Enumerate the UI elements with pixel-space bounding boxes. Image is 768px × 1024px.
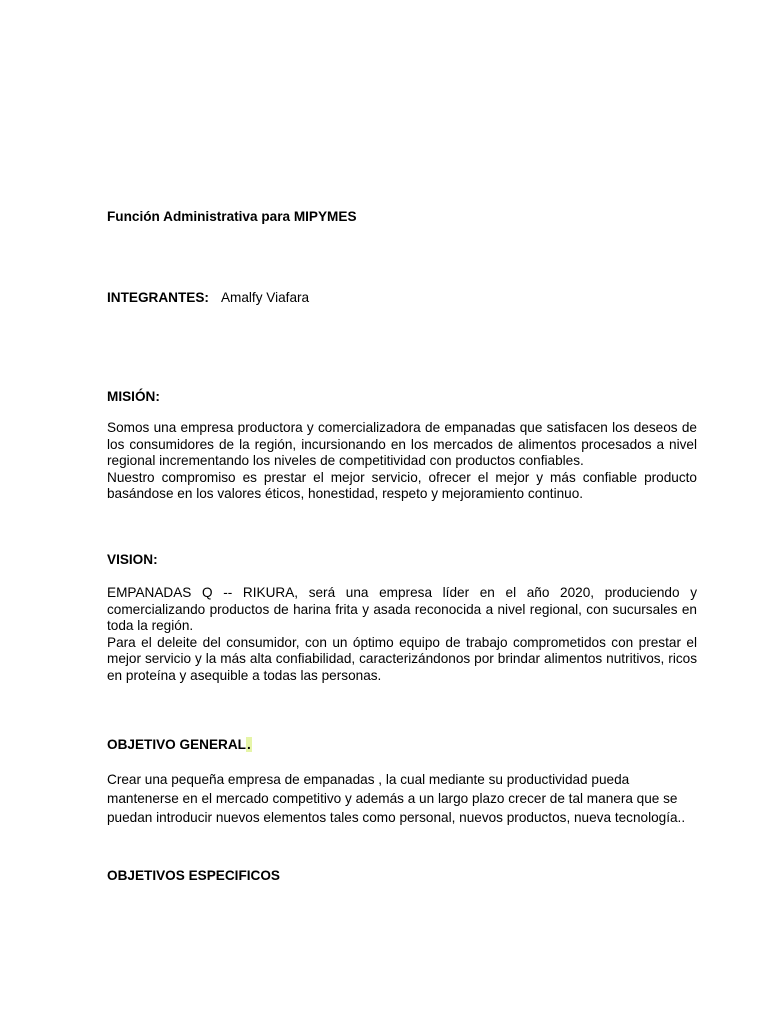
objetivo-general-body: Crear una pequeña empresa de empanadas , la cual mediante su productividad pueda mantenerse en el mercado competitivo y además a un largo plazo crecer de tal manera que se puedan introducir nuevos elementos tales como personal, nuevos productos, nueva tecnología..	[107, 772, 686, 825]
mision-paragraph-1: Somos una empresa productora y comercializadora de empanadas que satisfacen los deseos de los consumidores de la región, incursionando en los mercados de alimentos procesados a nivel regional incrementando los niveles de competitividad con productos confiables.	[107, 420, 697, 469]
objetivos-especificos-heading: OBJETIVOS ESPECIFICOS	[107, 868, 280, 883]
vision-paragraph-1: EMPANADAS Q -- RIKURA, será una empresa líder en el año 2020, produciendo y comercializando productos de harina frita y asada reconocida a nivel regional, con sucursales en toda la región.	[107, 585, 697, 634]
vision-body	[107, 585, 697, 685]
mision-heading: MISIÓN:	[107, 389, 160, 404]
mision-paragraph-2: Nuestro compromiso es prestar el mejor servicio, ofrecer el mejor y más confiable producto basándose en los valores éticos, honestidad, respeto y mejoramiento continuo.	[107, 469, 697, 502]
mision-body	[107, 420, 697, 503]
objetivo-general-heading-text: OBJETIVO GENERAL	[107, 737, 246, 752]
integrantes-line	[107, 290, 697, 307]
integrantes-label: INTEGRANTES:	[107, 290, 209, 305]
objetivo-general-heading	[107, 737, 697, 754]
objetivo-general-heading-mark: .	[246, 737, 251, 752]
vision-heading: VISION:	[107, 552, 158, 567]
vision-paragraph-2: Para el deleite del consumidor, con un óptimo equipo de trabajo comprometidos con prestar el mejor servicio y la más alta confiabilidad, caracterizándonos por brindar alimentos nutritivos, ricos en proteína y asequible a todas las personas.	[107, 634, 697, 683]
integrantes-value: Amalfy Viafara	[220, 290, 310, 305]
document-title: Función Administrativa para MIPYMES	[107, 209, 357, 224]
